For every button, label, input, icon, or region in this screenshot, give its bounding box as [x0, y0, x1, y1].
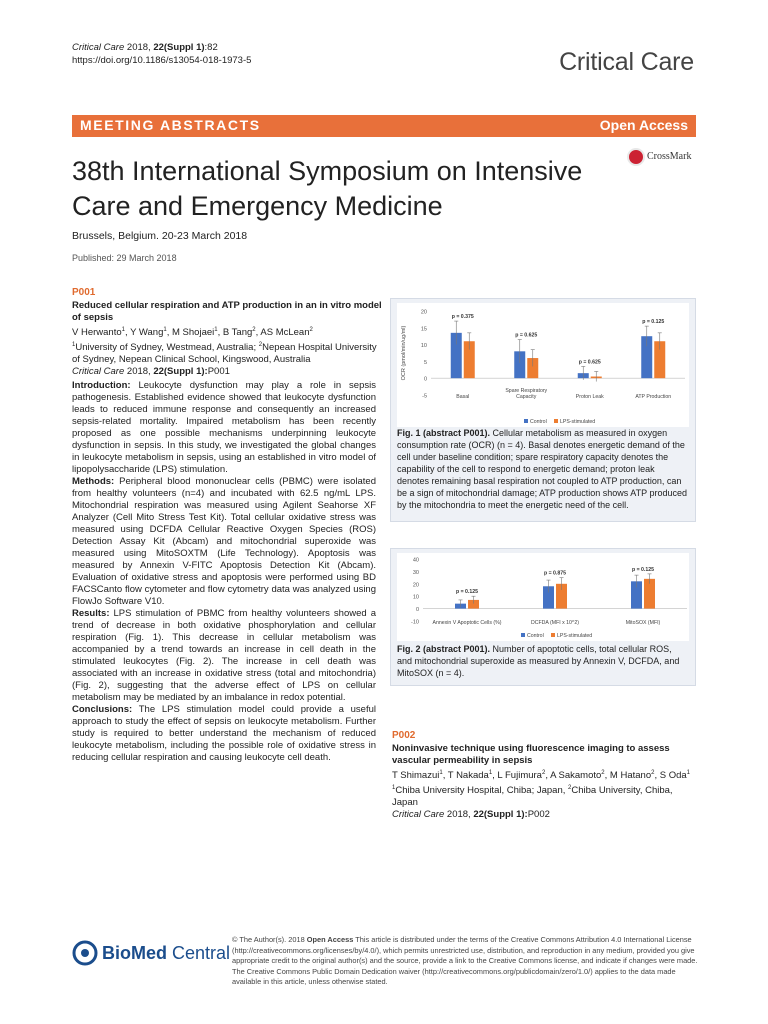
published-date: Published: 29 March 2018	[72, 253, 177, 263]
abstract-authors: V Herwanto$^1$, Y Wang$^1$, M Shojaei$^1$, B Tang$^2$, AS McLean$^2$	[72, 327, 313, 339]
abstract-title: Reduced cellular respiration and ATP production in an in vitro model of sepsis	[72, 300, 382, 323]
p-value-annotation: p = 0.125	[642, 319, 665, 326]
y-tick-label: 10	[420, 343, 427, 350]
license-footer: © The Author(s). 2018 Open Access This article is distributed under the terms of the Creative Commons Attribution 4.0 International License (http://creativecommons.org/licenses/by/4.0/), which permits unrestricted use, distribution, and reproduction in any medium, provided you give appropriate credit to the original author(s) and the source, provide a link to the Creative Commons license, and indicate if changes were made. The Creative Commons Public Domain Dedication waiver (http://creativecommons.org/publicdomain/zero/1.0/) applies to the data made available in this article, unless otherwise stated.	[232, 935, 698, 986]
legend-swatch-lps	[551, 633, 555, 637]
crossmark-icon	[627, 148, 645, 166]
legend-label-lps: LPS-stimulated	[560, 419, 596, 425]
y-tick-label: -5	[422, 393, 427, 400]
publisher-name: BioMed Central	[102, 943, 231, 963]
legend-swatch-control	[524, 419, 528, 423]
abstract-id: P001	[72, 287, 96, 298]
p-value-annotation: p = 0.375	[451, 314, 474, 321]
abstract-citation: Critical Care 2018, 22(Suppl 1):P002	[392, 809, 550, 821]
p-value-annotation: p = 0.125	[455, 589, 479, 596]
y-tick-label: 10	[412, 594, 419, 601]
p-value-annotation: p = 0.125	[631, 566, 655, 573]
figure-1-chart	[397, 303, 689, 427]
figure-2-chart-area	[397, 553, 689, 641]
citation-volume: 22(Suppl 1)	[153, 42, 205, 53]
y-tick-label: 30	[412, 569, 419, 576]
p-value-annotation: p = 0.625	[578, 359, 601, 366]
p-value-annotation: p = 0.625	[515, 332, 538, 339]
methods-paragraph: Methods: Peripheral blood mononuclear cells (PBMC) were isolated from healthy volunteers (n=4) and incubated with 62.5 ng/mL LPS. Mitochondrial respiration was measured using Agilent Seahorse XF Analyzer (Cell Mito Stress Test Kit). Total cellular oxidative stress was measured using DCFDA Cellular Reactive Oxygen Species (ROS) Detection Assay Kit (Abcam) and mitochondrial superoxide was measured using MitoSOXTM (Life Technology). Apoptosis was measured by Annexin V-FITC Apoptosis Detection Kit (Abcam). Evaluation of oxidative stress and apoptosis were performed using BD FACSCanto flow cytometer and flow cytometry data was analyzed using FlowJo Software V10.	[72, 476, 376, 607]
abstract-affiliations: $^1$Chiba University Hospital, Chiba; Japan, $^2$Chiba University, Chiba, Japan	[392, 785, 673, 809]
open-access-label: Open Access	[599, 117, 688, 133]
biomed-central-icon	[72, 940, 98, 966]
x-tick-label: Basal	[456, 394, 470, 400]
journal-citation	[72, 41, 251, 67]
x-tick-label: ATP Production	[635, 394, 672, 400]
figure-2	[390, 548, 696, 686]
figure-1	[390, 298, 696, 522]
x-tick-label: Annexin V Apoptotic Cells (%)	[432, 620, 502, 626]
x-tick-label: DCFDA (MFI x 10^2)	[531, 620, 579, 626]
legend-label-lps: LPS-stimulated	[557, 633, 593, 639]
abstract-title: Noninvasive technique using fluorescence imaging to assess vascular permeability in sepsis	[392, 743, 670, 766]
legend-swatch-control	[521, 633, 525, 637]
y-tick-label: 0	[415, 607, 419, 614]
abstract-p001-body	[72, 380, 376, 764]
introduction-paragraph: Introduction: Leukocyte dysfunction may play a role in sepsis pathogenesis. Established evidence showed that leukocyte dysfunction leads to reduced immune response and consequently an increased sepsis-related mortality. Impaired metabolism has been recently proposed as one possible mechanisms underpinning leukocyte dysfunction in sepsis. In this study, we investigated the global changes in leukocyte metabolism in sepsis, using an established in vitro model of lipopolysaccharide (LPS) stimulation.	[72, 380, 376, 475]
legend-label-control: Control	[530, 419, 547, 425]
y-tick-label: 20	[412, 582, 419, 589]
p-value-annotation: p = 0.875	[543, 570, 567, 577]
y-tick-label: -10	[411, 619, 419, 626]
y-tick-label: 5	[423, 359, 427, 366]
abstract-affiliations: $^1$University of Sydney, Westmead, Australia; $^2$Nepean Hospital University of Sydney, Nepean Clinical School, Kingswood, Australia	[72, 342, 377, 366]
y-tick-label: 40	[412, 557, 419, 564]
abstract-id: P002	[392, 730, 416, 741]
x-tick-label: Capacity	[516, 394, 537, 400]
x-tick-label: MitoSOX (MFI)	[625, 620, 661, 626]
citation-year: 2018,	[126, 42, 151, 53]
y-tick-label: 20	[420, 309, 427, 316]
abstract-authors: T Shimazui$^1$, T Nakada$^1$, L Fujimura$^2$, A Sakamoto$^2$, M Hatano$^2$, S Oda$^1$	[392, 770, 691, 782]
journal-name: Critical Care	[72, 42, 125, 53]
results-paragraph: Results: LPS stimulation of PBMC from healthy volunteers showed a trend of decrease in both oxidative phosphorylation and cellular respiration (Fig. 1). This decrease in cellular metabolism was accompanied by a trend towards an increase in cell death in the stimulated leukocytes (Fig. 2). The increase in cell death was associated with an increase in oxidative stress (total and mitochondria) (Fig. 2), suggesting that the adverse effect of LPS on cellular metabolism may be mediated by an imbalance in redox potential.	[72, 608, 376, 703]
figure-2-caption: Fig. 2 (abstract P001). Number of apoptotic cells, total cellular ROS, and mitochondrial superoxide as measured by Annexin V, DCFDA, and MitoSOX (n = 4).	[397, 644, 680, 678]
abstract-p001-header	[72, 287, 382, 378]
biomed-central-logo	[72, 940, 232, 966]
y-tick-label: 15	[420, 326, 427, 333]
crossmark-label: CrossMark	[647, 151, 692, 162]
page-title: 38th International Symposium on Intensive Care and Emergency Medicine	[72, 156, 583, 221]
figure-1-caption: Fig. 1 (abstract P001). Cellular metabolism as measured in oxygen consumption rate (OCR) (n = 4). Basal denotes energetic demand of the cell under baseline condition; spare respiratory capacity denotes the capability of the cell to respond to energetic demand; proton leak denotes remaining basal respiration not coupled to ATP production, can be a sign of mitochondrial damage; ATP production shows ATP produced by the mitochondria to meet the energetic need of the cell.	[397, 428, 688, 510]
legend-label-control: Control	[527, 633, 544, 639]
y-axis-label: OCR (pmol/min/ug/ml)	[401, 325, 407, 381]
banner-label: MEETING ABSTRACTS	[80, 117, 261, 133]
abstract-p002-header	[392, 730, 698, 821]
crossmark-badge[interactable]	[627, 148, 697, 168]
legend-swatch-lps	[554, 419, 558, 423]
conference-location: Brussels, Belgium. 20-23 March 2018	[72, 230, 248, 242]
section-banner	[72, 115, 696, 137]
figure-2-chart	[397, 553, 689, 641]
citation-page: :82	[204, 42, 218, 53]
y-tick-label: 0	[423, 376, 427, 383]
abstract-citation: Critical Care 2018, 22(Suppl 1):P001	[72, 366, 230, 378]
x-tick-label: Spare Respiratory	[505, 388, 548, 394]
figure-1-chart-area	[397, 303, 689, 427]
conclusions-paragraph: Conclusions: The LPS stimulation model could provide a useful approach to study the effect of sepsis on leukocyte metabolism. Further study is required to better understand the mechanism of reduced leukocyte metabolism, including the possible role of oxidative stress in reducing cellular respiration and causing leukocyte cell death.	[72, 704, 376, 763]
journal-logo: Critical Care	[559, 48, 694, 76]
x-tick-label: Proton Leak	[575, 394, 604, 400]
doi-link[interactable]: https://doi.org/10.1186/s13054-018-1973-5	[72, 55, 252, 66]
